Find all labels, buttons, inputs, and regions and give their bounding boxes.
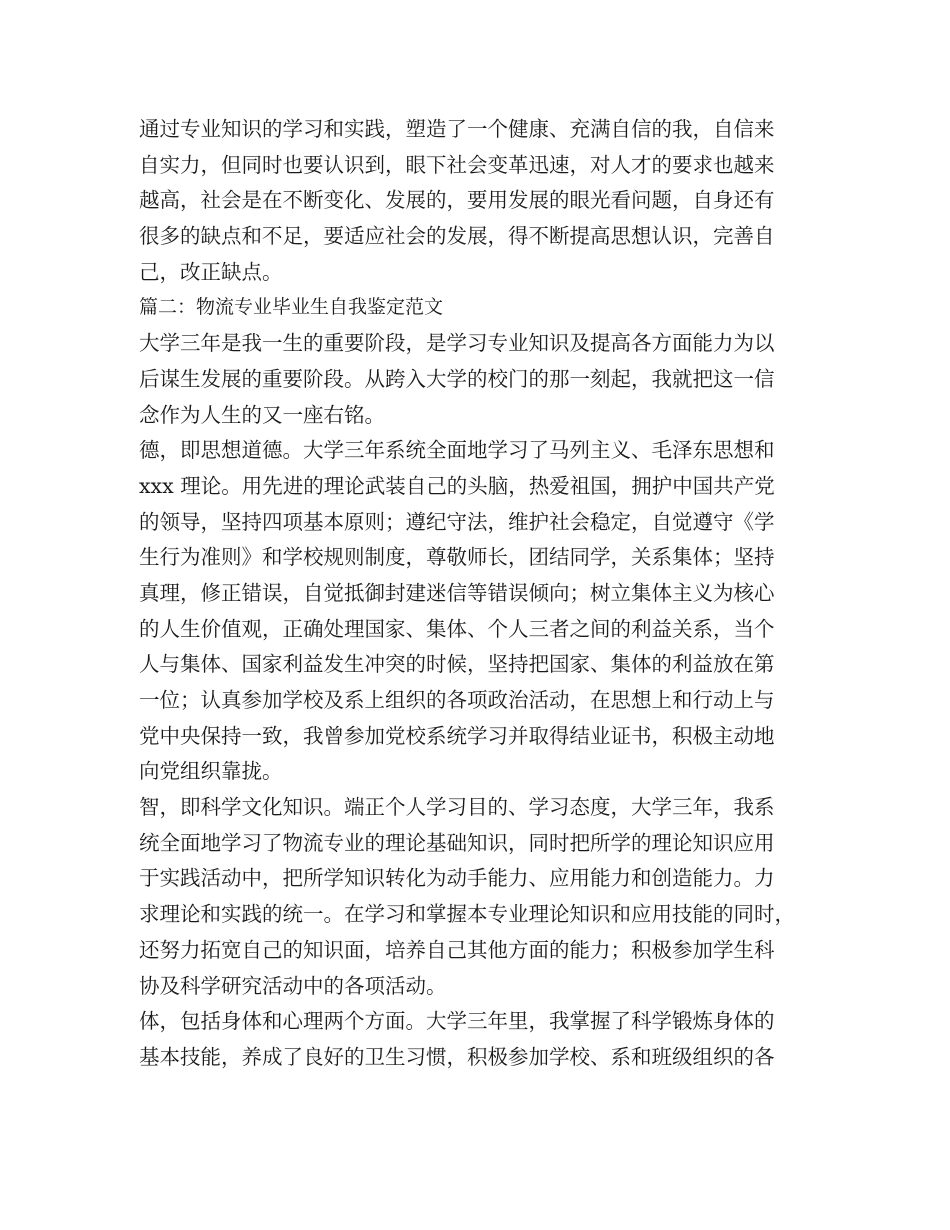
- text-line: 生行为准则》和学校规则制度，尊敬师长，团结同学，关系集体；坚持: [139, 545, 775, 570]
- text-line: 德，即思想道德。大学三年系统全面地学习了马列主义、毛泽东思想和: [139, 438, 775, 463]
- text-line: 自实力，但同时也要认识到，眼下社会变革迅速，对人才的要求也越来: [139, 152, 775, 177]
- text-line: xxx 理论。用先进的理论武装自己的头脑，热爱祖国，拥护中国共产党: [139, 473, 775, 498]
- document-body: [139, 112, 819, 1076]
- text-line: 协及科学研究活动中的各项活动。: [139, 973, 447, 998]
- text-line: 向党组织靠拢。: [139, 759, 283, 784]
- text-line: 的领导，坚持四项基本原则；遵纪守法，维护社会稳定，自觉遵守《学: [139, 509, 775, 534]
- text-line: 智，即科学文化知识。端正个人学习目的、学习态度，大学三年，我系: [139, 795, 775, 820]
- text-line: 念作为人生的又一座右铭。: [139, 402, 385, 427]
- text-line: 的人生价值观，正确处理国家、集体、个人三者之间的利益关系，当个: [139, 616, 775, 641]
- text-line: 很多的缺点和不足，要适应社会的发展，得不断提高思想认识，完善自: [139, 224, 775, 249]
- text-line: 于实践活动中，把所学知识转化为动手能力、应用能力和创造能力。力: [139, 866, 775, 891]
- text-line: 人与集体、国家利益发生冲突的时候，坚持把国家、集体的利益放在第: [139, 652, 775, 677]
- section-heading: 篇二：物流专业毕业生自我鉴定范文: [139, 296, 444, 319]
- text-line: 还努力拓宽自己的知识面，培养自己其他方面的能力；积极参加学生科: [139, 937, 775, 962]
- text-line: 统全面地学习了物流专业的理论基础知识，同时把所学的理论知识应用: [139, 830, 775, 855]
- text-line: 体，包括身体和心理两个方面。大学三年里，我掌握了科学锻炼身体的: [139, 1009, 775, 1034]
- text-line: 通过专业知识的学习和实践，塑造了一个健康、充满自信的我，自信来: [139, 117, 775, 141]
- text-line: 基本技能，养成了良好的卫生习惯，积极参加学校、系和班级组织的各: [139, 1044, 775, 1069]
- text-line: 真理，修正错误，自觉抵御封建迷信等错误倾向；树立集体主义为核心: [139, 580, 775, 605]
- text-line: 越高，社会是在不断变化、发展的，要用发展的眼光看问题，自身还有: [139, 188, 775, 213]
- text-line: 后谋生发展的重要阶段。从跨入大学的校门的那一刻起，我就把这一信: [139, 366, 775, 391]
- text-line: 大学三年是我一生的重要阶段，是学习专业知识及提高各方面能力为以: [139, 331, 775, 356]
- text-line: 求理论和实践的统一。在学习和掌握本专业理论知识和应用技能的同时，: [139, 902, 795, 927]
- text-line: 己，改正缺点。: [139, 259, 283, 284]
- text-line: 一位；认真参加学校及系上组织的各项政治活动，在思想上和行动上与: [139, 688, 775, 712]
- text-line: 党中央保持一致，我曾参加党校系统学习并取得结业证书，积极主动地: [139, 723, 775, 748]
